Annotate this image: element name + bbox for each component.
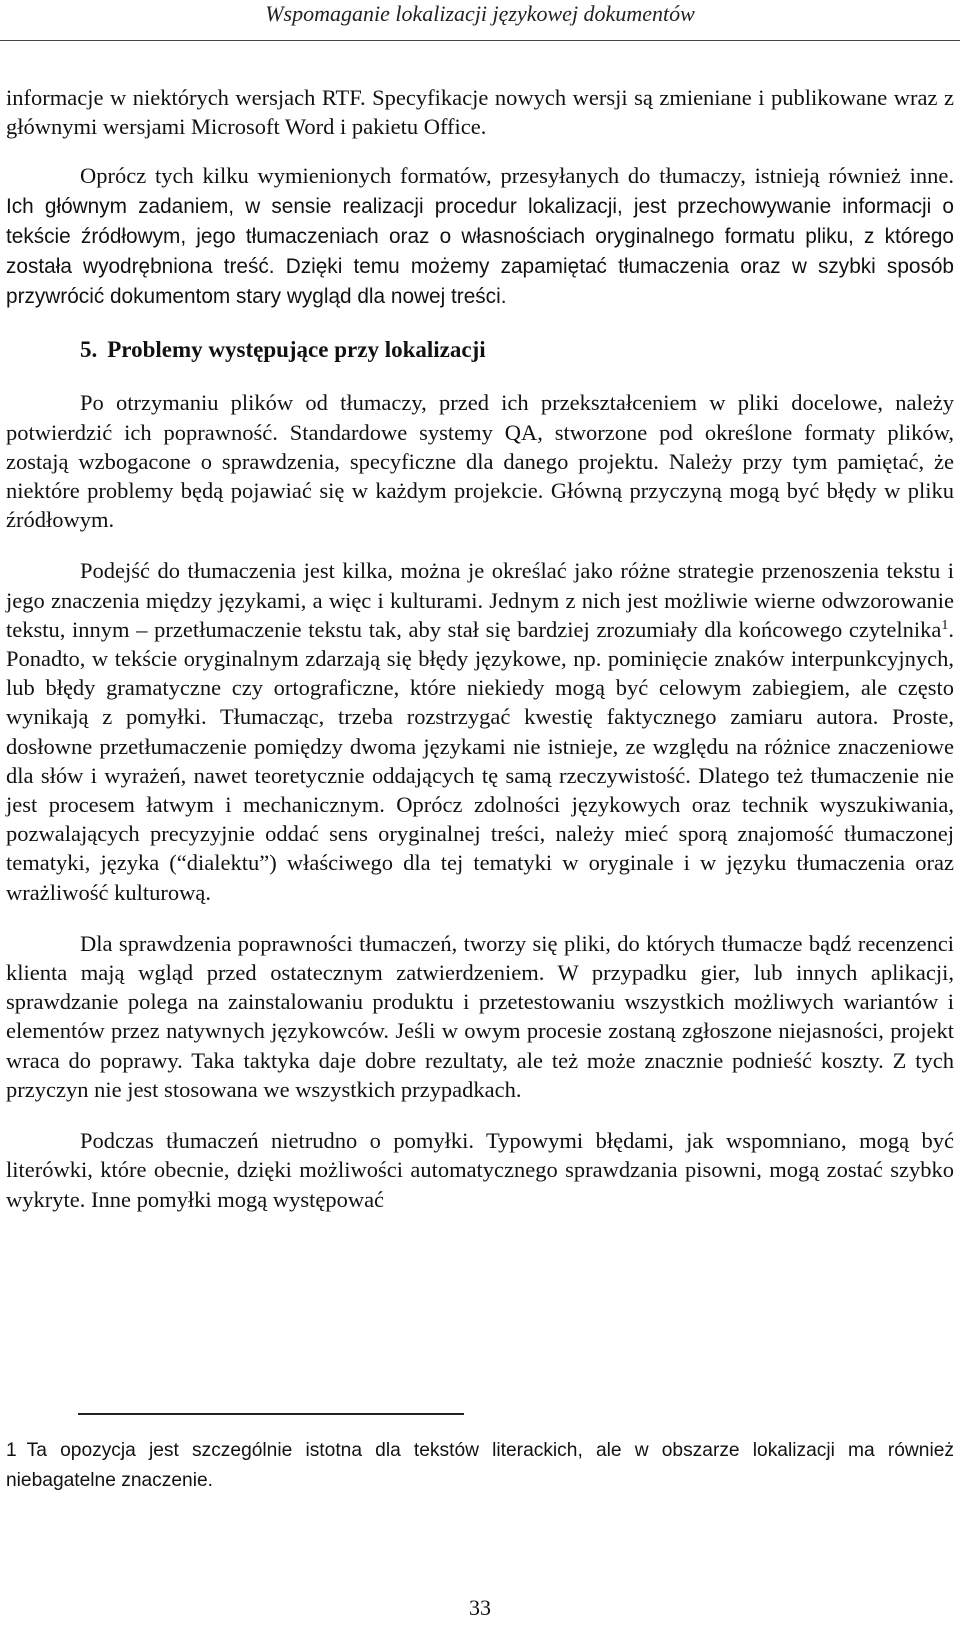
paragraph-other-formats-part2: Ich głównym zadaniem, w sensie realizacji procedur lokalizacji, jest przechowywanie informacji o tekście źródłowym, jego tłumaczeniach oraz o własnościach oryginalnego formatu pliku, z którego została wyodrębniona treść. Dzięki temu możemy zapamiętać tłumaczenia oraz w szybki sposób przywrócić dokumentom stary wygląd dla nowej treści.	[6, 194, 954, 309]
footnote-text-block	[6, 1436, 954, 1496]
footnote-text: Ta opozycja jest szczególnie istotna dla tekstów literackich, ale w obszarze lokalizacji ma również niebagatelne znaczenie.	[6, 1440, 954, 1491]
running-header	[0, 0, 960, 28]
paragraph-other-formats-part1: Oprócz tych kilku wymienionych formatów, przesyłanych do tłumaczy, istnieją również inne.	[80, 163, 954, 189]
running-title: Wspomaganie lokalizacji językowej dokumentów	[265, 1, 695, 26]
paragraph-rtf-continuation: informacje w niektórych wersjach RTF. Specyfikacje nowych wersji są zmieniane i publikowane wraz z głównymi wersjami Microsoft Word i pakietu Office.	[6, 85, 954, 140]
paragraph-qa: Po otrzymaniu plików od tłumaczy, przed ich przekształceniem w pliki docelowe, należy potwierdzić ich poprawność. Standardowe systemy QA, stworzone pod określone formaty plików, zostają wzbogacone o sprawdzenia, specyficzne dla danego projektu. Należy przy tym pamiętać, że niektóre problemy będą pojawiać się w każdym projekcie. Główną przyczyną mogą być błędy w pliku źródłowym.	[6, 390, 954, 533]
paragraph-strategies-part1: Podejść do tłumaczenia jest kilka, można je określać jako różne strategie przenoszenia tekstu i jego znaczenia między językami, a więc i kulturami. Jednym z nich jest możliwie wierne odwzorowanie tekstu, innym – przetłumaczenie tekstu tak, aby stał się bardziej zrozumiały dla końcowego czytelnika	[6, 558, 954, 642]
paragraph-strategies-part2: . Ponadto, w tekście oryginalnym zdarzają się błędy językowe, np. pominięcie znaków interpunkcyjnych, lub błędy gramatyczne czy ortograficzne, które niekiedy mogą być celowym zabiegiem, ale często wynikają z pomyłki. Tłumacząc, trzeba rozstrzygać kwestię faktycznego zamiaru autora. Proste, dosłowne przetłumaczenie pomiędzy dwoma językami nie istnieje, ze względu na różnice znaczeniowe dla słów i wyrażeń, nawet teoretycznie oddających tę samą rzeczywistość. Dlatego też tłumaczenie nie jest procesem łatwym i mechanicznym. Oprócz zdolności językowych oraz technik wyszukiwania, pozwalających precyzyjnie oddać sens oryginalnej treści, należy mieć sporą znajomość tłumaczonej tematyki, języka (“dialektu”) właściwego dla tej tematyki w oryginale i w języku tłumaczenia oraz wrażliwość kulturową.	[6, 616, 954, 905]
paragraph-strategies	[6, 556, 954, 906]
main-text	[6, 83, 954, 1214]
footnote-divider	[78, 1413, 464, 1415]
page-number: 33	[469, 1595, 491, 1620]
paragraph-verification: Dla sprawdzenia poprawności tłumaczeń, tworzy się pliki, do których tłumacze bądź recenzenci klienta mają wgląd przed ostatecznym zatwierdzeniem. W przypadku gier, lub innych aplikacji, sprawdzanie polega na zainstalowaniu produktu i przetestowaniu wszystkich możliwych wariantów i elementów przez natywnych językowców. Jeśli w owym procesie zostaną zgłoszone niejasności, projekt wraca do poprawy. Taka taktyka daje dobre rezultaty, ale też może znacznie podnieść koszty. Z tych przyczyn nie jest stosowana we wszystkich przypadkach.	[6, 930, 954, 1102]
section-title: Problemy występujące przy lokalizacji	[107, 337, 486, 363]
section-number: 5.	[80, 337, 98, 363]
footnote-reference[interactable]: 1	[941, 617, 949, 633]
section-heading	[6, 335, 954, 364]
paragraph-other-formats	[6, 161, 954, 311]
header-divider	[0, 40, 960, 41]
footnote-mark: 1	[6, 1440, 17, 1461]
paragraph-errors: Podczas tłumaczeń nietrudno o pomyłki. Typowymi błędami, jak wspomniano, mogą być literówki, które obecnie, dzięki możliwości automatycznego sprawdzania pisowni, mogą zostać szybko wykryte. Inne pomyłki mogą występować	[6, 1128, 954, 1212]
footnote	[6, 1436, 954, 1496]
